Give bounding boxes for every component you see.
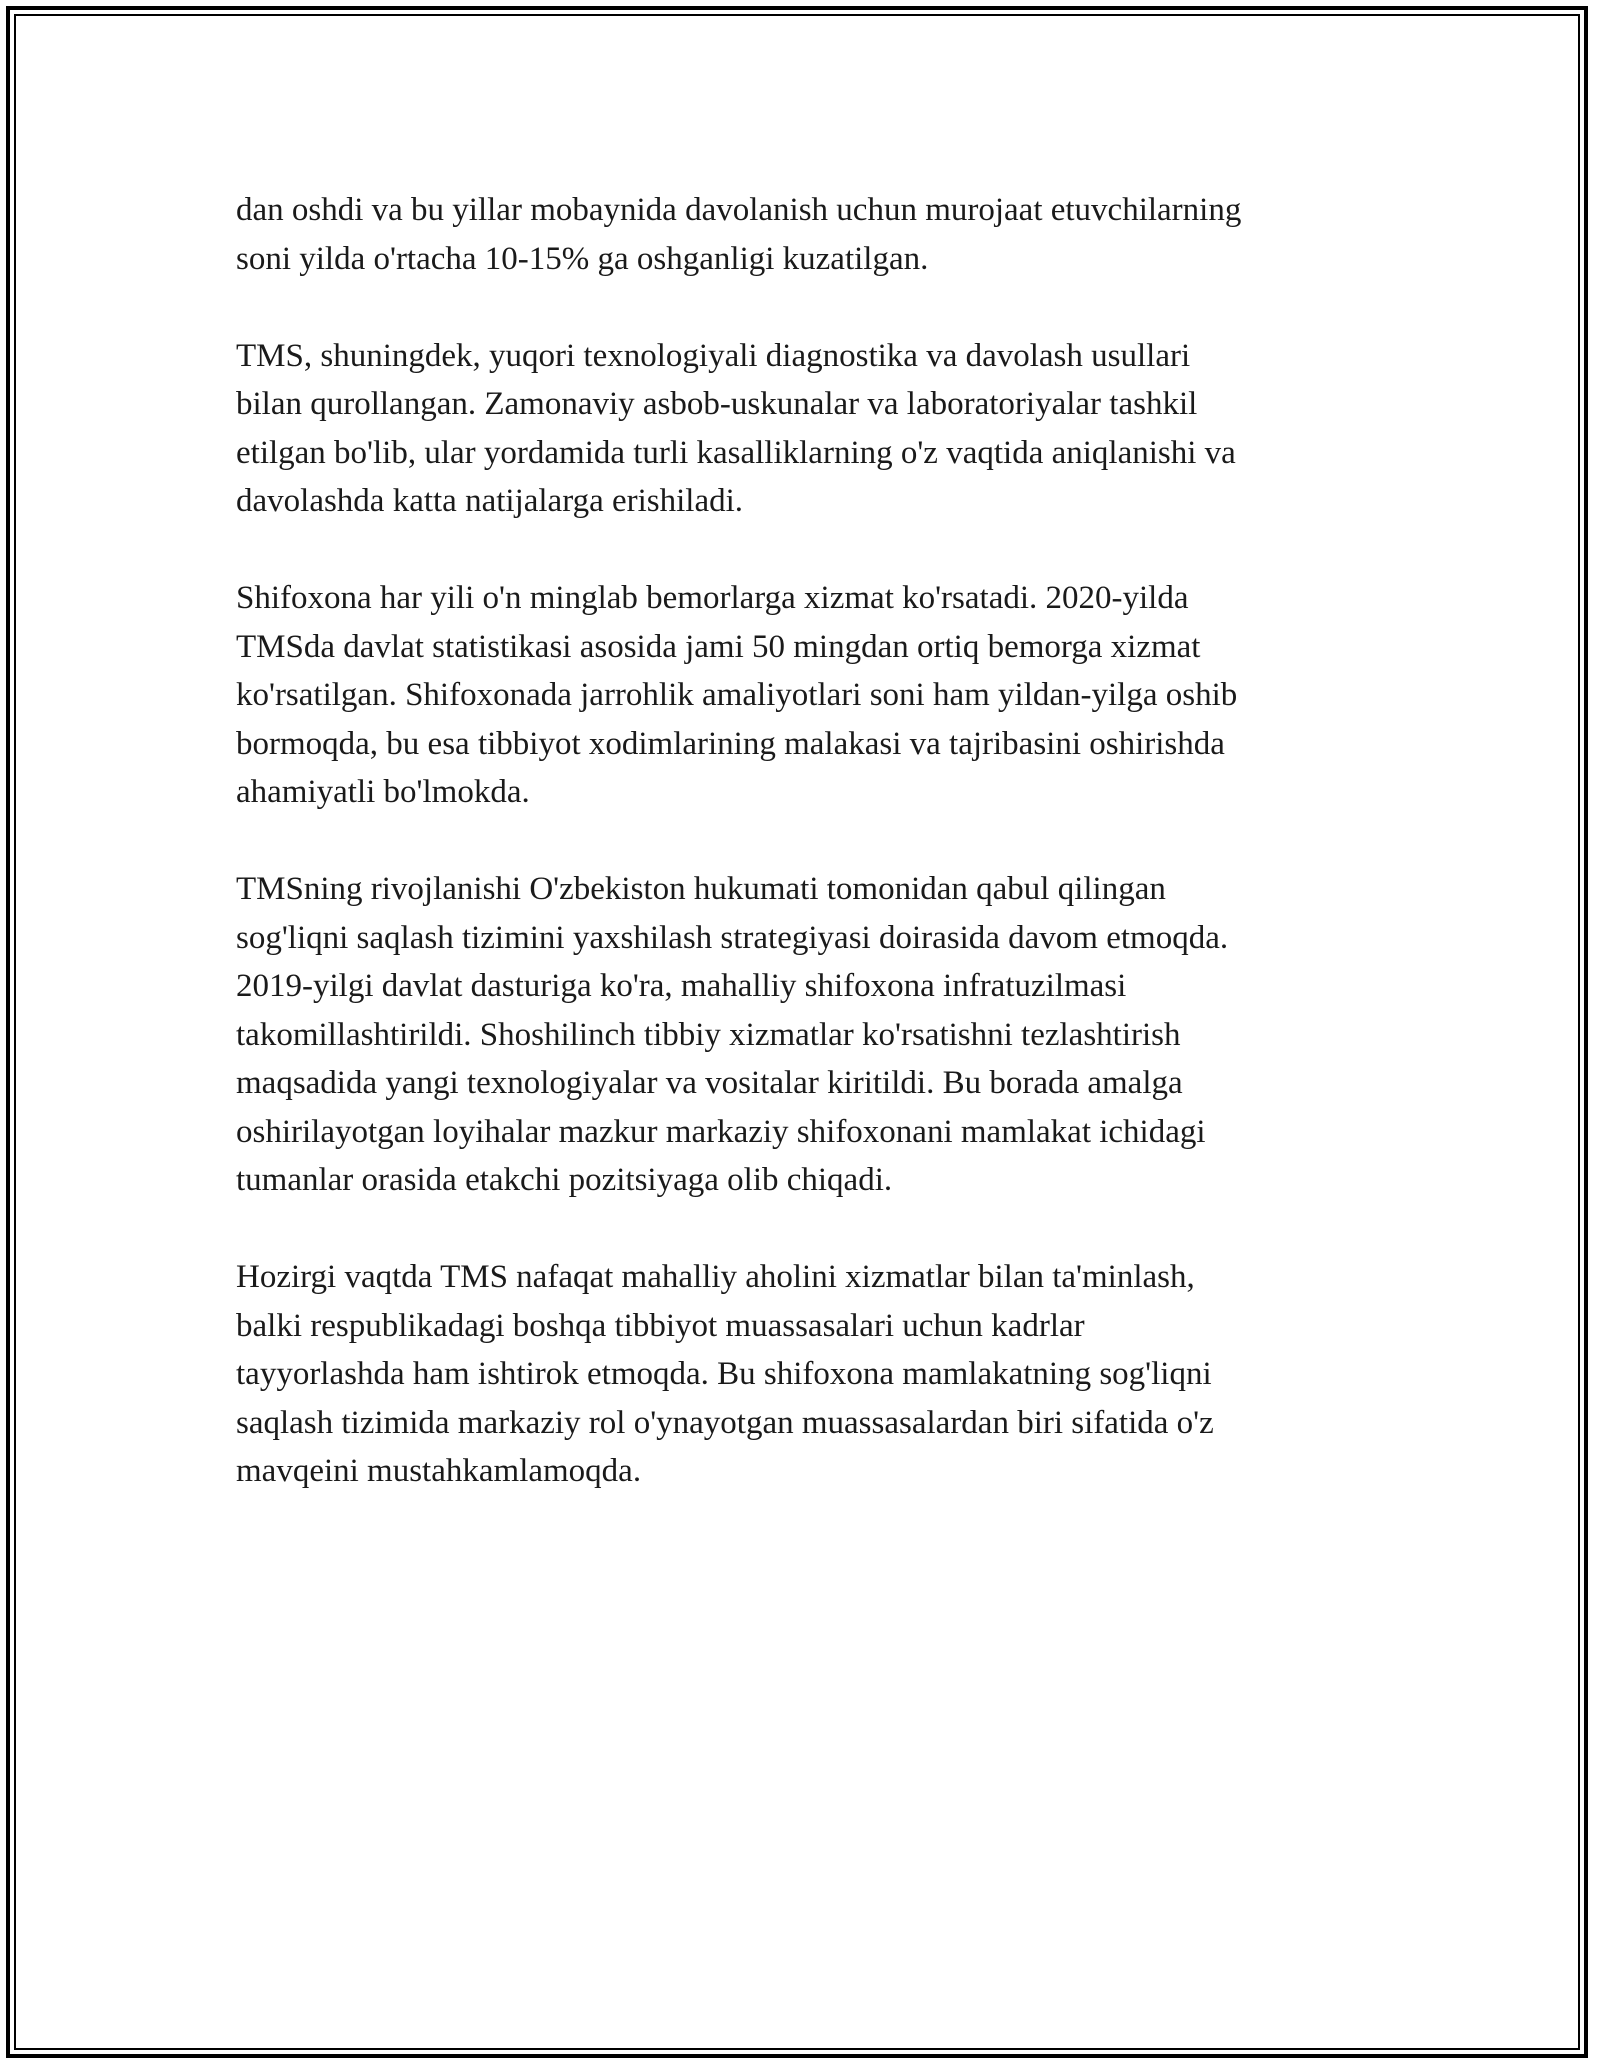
document-body bbox=[236, 186, 1366, 1544]
paragraph: dan oshdi va bu yillar mobaynida davolanish uchun murojaat etuvchilarning soni yilda o'rtacha 10-15% ga oshganligi kuzatilgan. bbox=[236, 192, 1242, 277]
paragraph: Shifoxona har yili o'n minglab bemorlarga xizmat ko'rsatadi. 2020-yilda TMSda davlat statistikasi asosida jami 50 mingdan ortiq bemorga xizmat ko'rsatilgan. Shifoxonada jarrohlik amaliyotlari soni ham yildan-yilga oshib bormoqda, bu esa tibbiyot xodimlarining malakasi va tajribasini oshirishda ahamiyatli bo'lmokda. bbox=[236, 580, 1238, 810]
paragraph: Hozirgi vaqtda TMS nafaqat mahalliy aholini xizmatlar bilan ta'minlash, balki respublikadagi boshqa tibbiyot muassasalari uchun kadrlar tayyorlashda ham ishtirok etmoqda. Bu shifoxona mamlakatning sog'liqni saqlash tizimida markaziy rol o'ynayotgan muassasalardan biri sifatida o'z mavqeini mustahkamlamoqda. bbox=[236, 1259, 1214, 1489]
paragraph: TMSning rivojlanishi O'zbekiston hukumati tomonidan qabul qilingan sog'liqni saqlash tizimini yaxshilash strategiyasi doirasida davom etmoqda. 2019-yilgi davlat dasturiga ko'ra, mahalliy shifoxona infratuzilmasi takomillashtirildi. Shoshilinch tibbiy xizmatlar ko'rsatishni tezlashtirish maqsadida yangi texnologiyalar va vositalar kiritildi. Bu borada amalga oshirilayotgan loyihalar mazkur markaziy shifoxonani mamlakat ichidagi tumanlar orasida etakchi pozitsiyaga olib chiqadi. bbox=[236, 871, 1229, 1198]
paragraph: TMS, shuningdek, yuqori texnologiyali diagnostika va davolash usullari bilan qurollangan. Zamonaviy asbob-uskunalar va laboratoriyalar tashkil etilgan bo'lib, ular yordamida turli kasalliklarning o'z vaqtida aniqlanishi va davolashda katta natijalarga erishiladi. bbox=[236, 337, 1236, 519]
